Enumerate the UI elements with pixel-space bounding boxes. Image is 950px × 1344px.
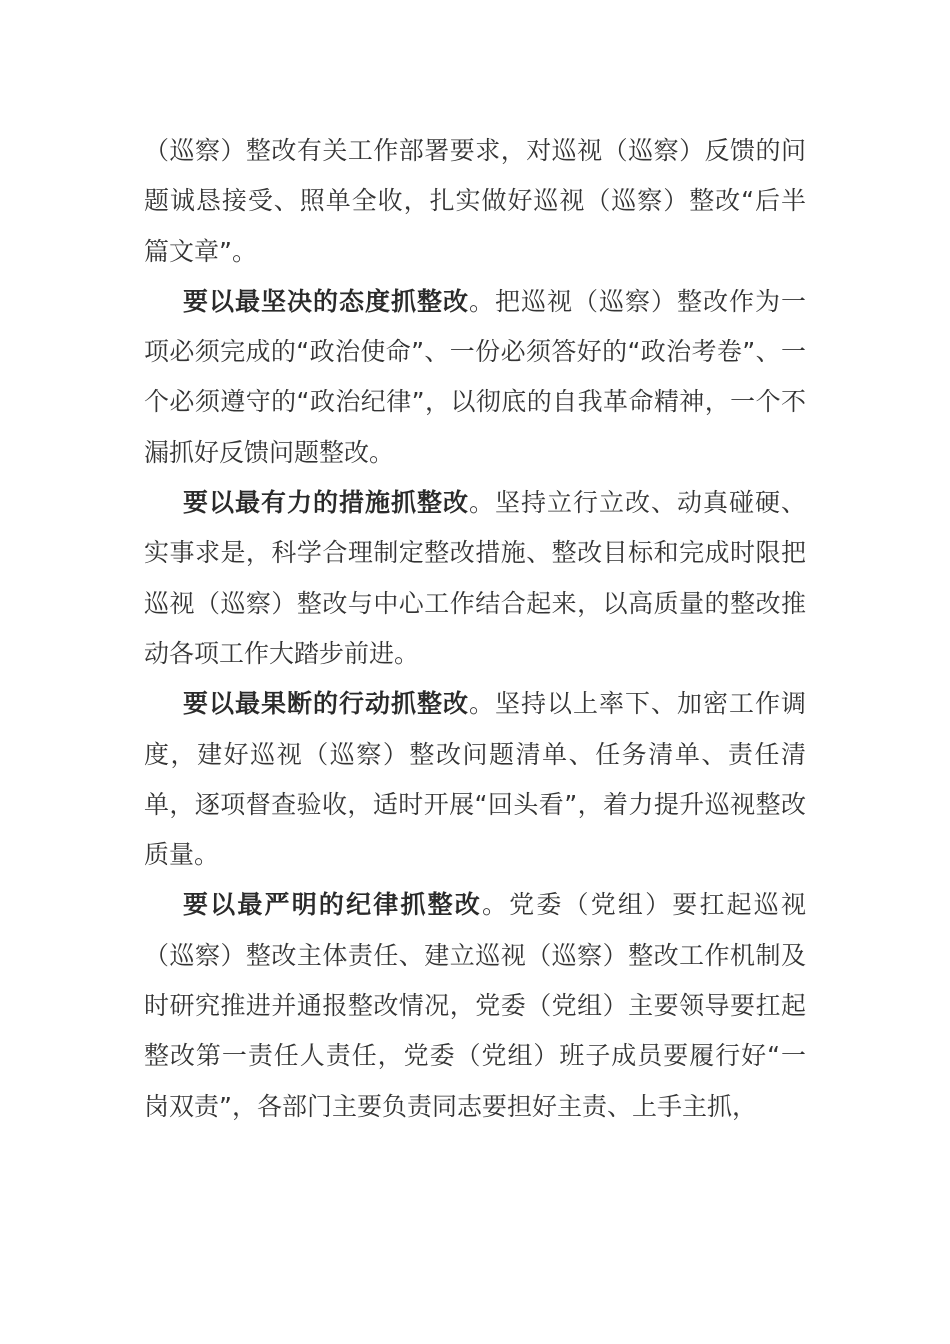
paragraph-text: 。坚持立行立改、动真碰硬、实事求是，科学合理制定整改措施、整改目标和完成时限把巡视（巡察）整改与中心工作结合起来，以高质量的整改推动各项工作大踏步前进。 — [144, 488, 806, 668]
paragraph-text: （巡察）整改有关工作部署要求，对巡视（巡察）反馈的问题诚恳接受、照单全收，扎实做好巡视（巡察）整改“后半篇文章”。 — [144, 136, 806, 266]
paragraph-discipline — [144, 880, 806, 1131]
paragraph-continuation — [144, 126, 806, 277]
paragraph-heading: 要以最果断的行动抓整改 — [183, 689, 469, 719]
document-body — [144, 126, 806, 1132]
paragraph-attitude — [144, 277, 806, 478]
paragraph-heading: 要以最有力的措施抓整改 — [183, 488, 469, 518]
paragraph-heading: 要以最严明的纪律抓整改 — [183, 890, 482, 920]
paragraph-action — [144, 679, 806, 880]
paragraph-text: 。把巡视（巡察）整改作为一项必须完成的“政治使命”、一份必须答好的“政治考卷”、一个必须遵守的“政治纪律”，以彻底的自我革命精神，一个不漏抓好反馈问题整改。 — [144, 286, 806, 467]
paragraph-text: 。党委（党组）要扛起巡视（巡察）整改主体责任、建立巡视（巡察）整改工作机制及时研究推进并通报整改情况，党委（党组）主要领导要扛起整改第一责任人责任，党委（党组）班子成员要履行好“一岗双责”，各部门主要负责同志要担好主责、上手主抓， — [144, 890, 806, 1121]
paragraph-heading: 要以最坚决的态度抓整改 — [183, 286, 469, 316]
paragraph-text: 。坚持以上率下、加密工作调度，建好巡视（巡察）整改问题清单、任务清单、责任清单，逐项督查验收，适时开展“回头看”，着力提升巡视整改质量。 — [144, 689, 806, 870]
paragraph-measures — [144, 478, 806, 679]
